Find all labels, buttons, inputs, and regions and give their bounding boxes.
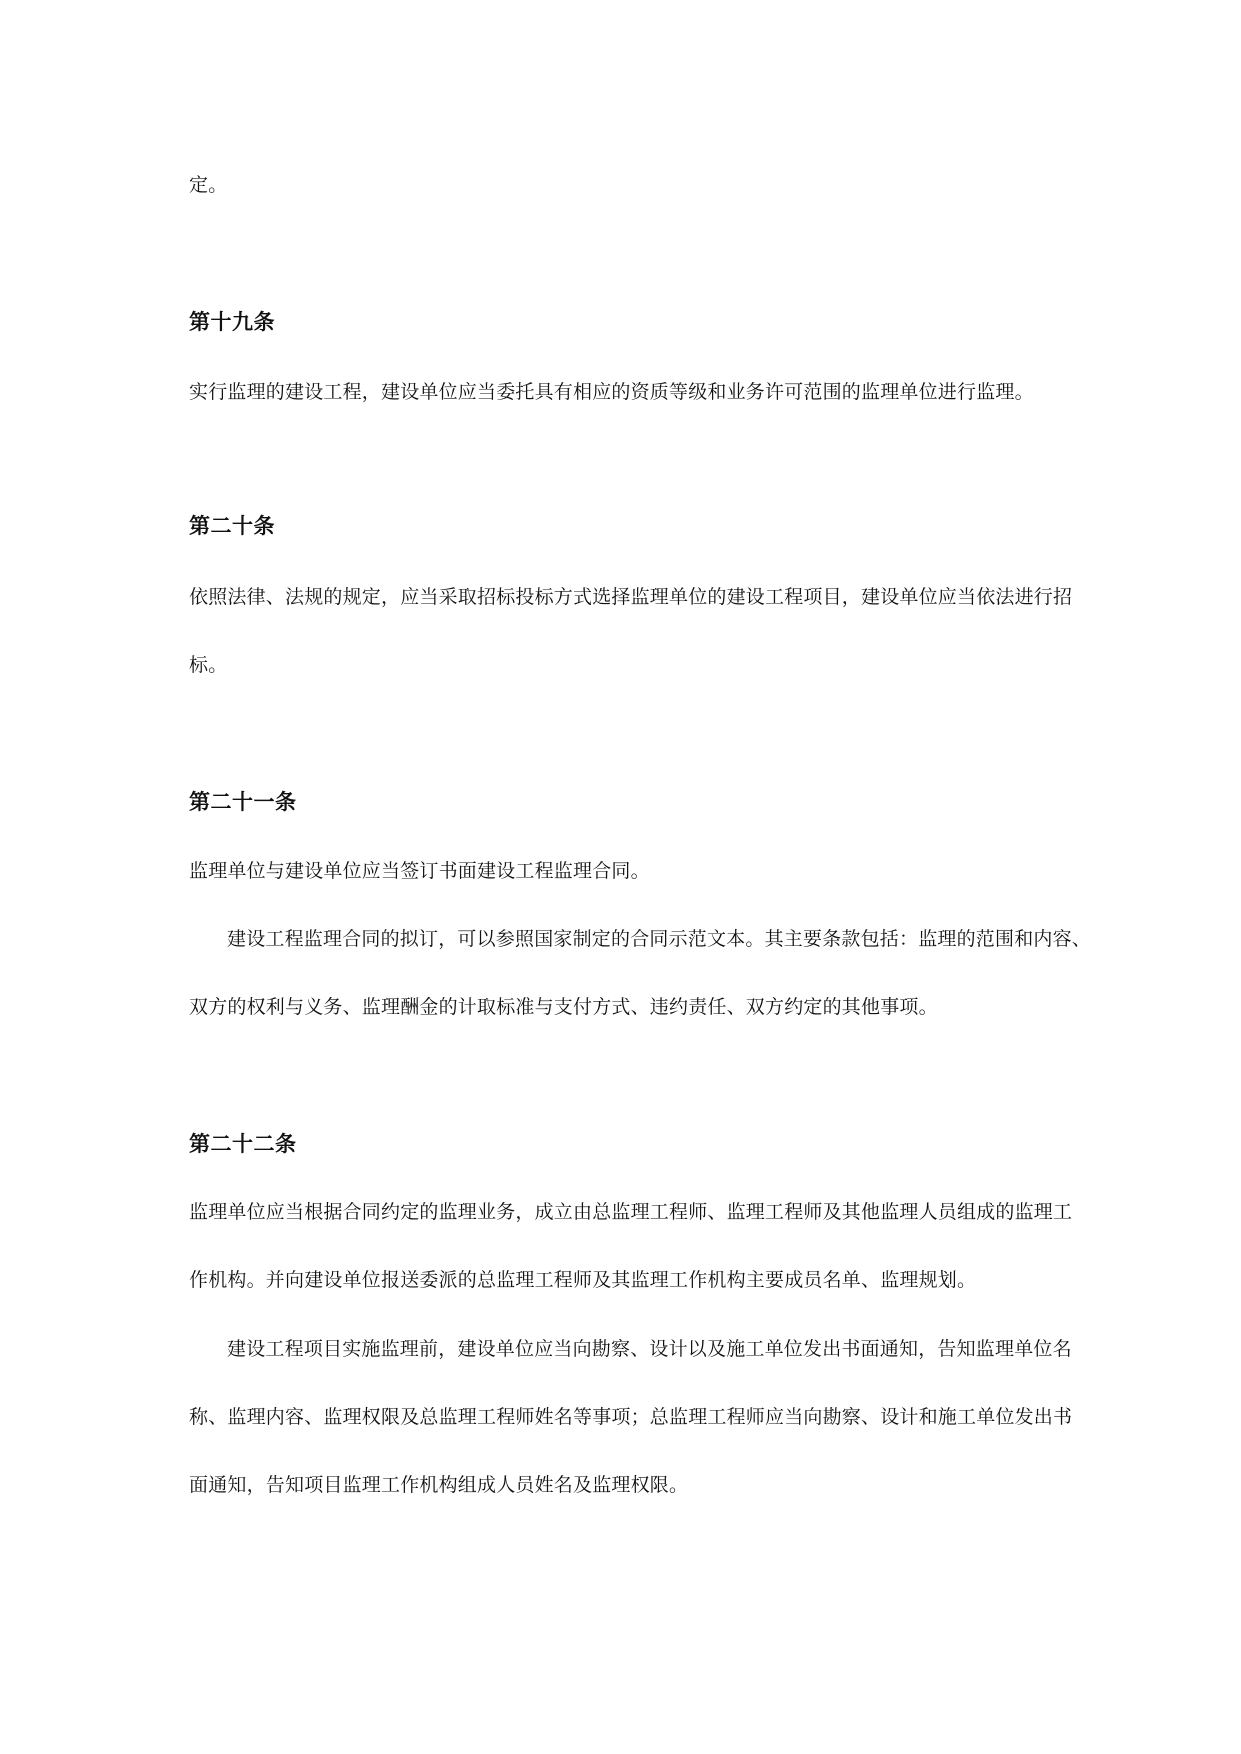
article-19-heading: 第十九条 <box>189 310 275 334</box>
article-20-line-2: 标。 <box>189 654 228 676</box>
article-20-line-1: 依照法律、法规的规定，应当采取招标投标方式选择监理单位的建设工程项目，建设单位应当依法进行招 <box>189 586 1073 608</box>
article-21-heading: 第二十一条 <box>189 790 297 814</box>
article-22-heading: 第二十二条 <box>189 1132 297 1156</box>
article-22-line-5: 面通知，告知项目监理工作机构组成人员姓名及监理权限。 <box>189 1474 689 1496</box>
article-22-line-1: 监理单位应当根据合同约定的监理业务，成立由总监理工程师、监理工程师及其他监理人员组成的监理工 <box>189 1201 1073 1223</box>
article-20-heading: 第二十条 <box>189 514 275 538</box>
article-21-line-2: 建设工程监理合同的拟订，可以参照国家制定的合同示范文本。其主要条款包括：监理的范围和内容、 <box>227 928 1092 950</box>
carryover-text: 定。 <box>189 174 228 196</box>
article-22-line-2: 作机构。并向建设单位报送委派的总监理工程师及其监理工作机构主要成员名单、监理规划。 <box>189 1269 977 1291</box>
article-21-line-3: 双方的权利与义务、监理酬金的计取标准与支付方式、违约责任、双方约定的其他事项。 <box>189 996 938 1018</box>
article-19-line-1: 实行监理的建设工程，建设单位应当委托具有相应的资质等级和业务许可范围的监理单位进行监理。 <box>189 381 1034 403</box>
article-22-line-3: 建设工程项目实施监理前，建设单位应当向勘察、设计以及施工单位发出书面通知，告知监理单位名 <box>227 1338 1072 1360</box>
article-21-line-1: 监理单位与建设单位应当签订书面建设工程监理合同。 <box>189 860 650 882</box>
article-22-line-4: 称、监理内容、监理权限及总监理工程师姓名等事项；总监理工程师应当向勘察、设计和施工单位发出书 <box>189 1406 1073 1428</box>
